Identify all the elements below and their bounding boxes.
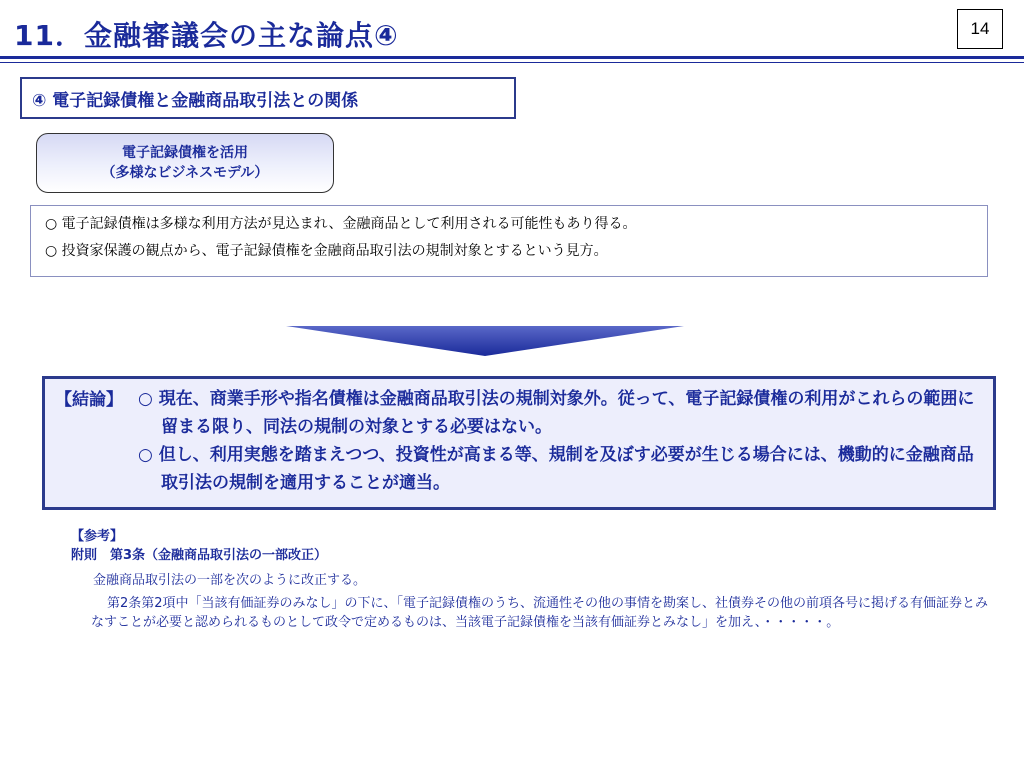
reference-section [71,527,991,632]
down-arrow-icon [286,326,684,356]
point-item: ○ 投資家保護の観点から、電子記録債権を金融商品取引法の規制対象とするという見方。 [45,243,608,259]
use-box-line2: （多様なビジネスモデル） [101,165,269,181]
reference-paragraph: 第2条第2項中「当該有価証券のみなし」の下に、「電子記録債権のうち、流通性その他の事情を勘案し、社債券その他の前項各号に掲げる有価証券とみなすことが必要と認められるものとして政令で定めるものは、当該電子記録債権を当該有価証券とみなし」を加え、・・・・・。 [91,596,989,630]
conclusion-text [138,385,988,497]
conclusion-box [42,376,996,510]
use-box [36,133,334,193]
reference-article: 附則 第3条（金融商品取引法の一部改正） [71,548,328,563]
title-rule [0,56,1024,59]
use-box-line1: 電子記録債権を活用 [122,145,248,161]
conclusion-item: ○ 但し、利用実態を踏まえつつ、投資性が高まる等、規制を及ぼす必要が生じる場合には、機動的に金融商品取引法の規制を適用することが適当。 [138,445,974,493]
reference-paragraph: 金融商品取引法の一部を次のように改正する。 [93,573,367,588]
reference-label: 【参考】 [71,529,124,544]
slide-title: 11．金融審議会の主な論点④ [14,19,399,52]
point-item: ○ 電子記録債権は多様な利用方法が見込まれ、金融商品として利用される可能性もあり得る。 [45,216,637,232]
conclusion-label: 【結論】 [55,390,123,410]
subsection-heading: ④ 電子記録債権と金融商品取引法との関係 [20,77,516,119]
points-box [30,205,988,277]
conclusion-item: ○ 現在、商業手形や指名債権は金融商品取引法の規制対象外。従って、電子記録債権の利用がこれらの範囲に留まる限り、同法の規制の対象とする必要はない。 [138,389,975,437]
page-number: 14 [957,9,1003,49]
title-rule-thin [0,62,1024,63]
